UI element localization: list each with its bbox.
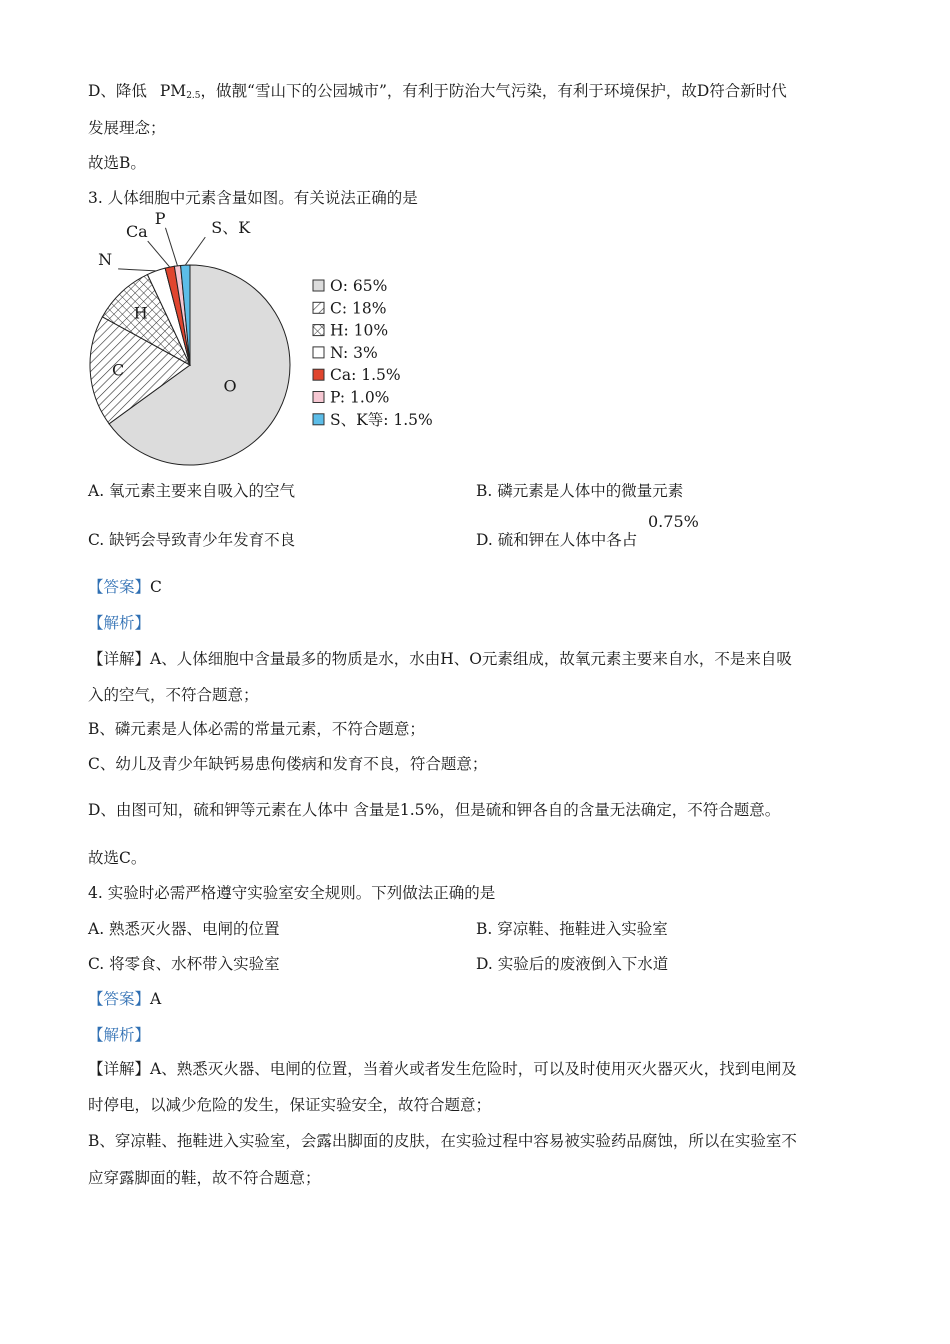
detail-line: 时停电，以减少危险的发生，保证实验安全，故符合题意；	[88, 1096, 492, 1114]
slice-label: N	[98, 249, 113, 269]
legend-swatch	[313, 369, 324, 380]
answer-value: A	[150, 990, 162, 1008]
answer-line	[88, 576, 162, 598]
analysis-tag: 【解析】	[88, 614, 151, 632]
slice-label: H	[133, 303, 148, 323]
detail-line: C、幼儿及青少年缺钙易患佝偻病和发育不良，符合题意；	[88, 755, 488, 773]
question-stem: 3. 人体细胞中元素含量如图。有关说法正确的是	[88, 189, 418, 207]
legend-label: H: 10%	[330, 321, 389, 340]
legend-label: S、K等: 1.5%	[330, 410, 433, 429]
leader-line	[185, 237, 205, 265]
option-d: D. 实验后的废液倒入下水道	[476, 955, 669, 973]
text-line: 发展理念；	[88, 119, 166, 137]
text-segment: PM	[159, 82, 187, 100]
slice-label: C	[112, 360, 125, 380]
detail-text: A、熟悉灭火器、电闸的位置，当着火或者发生危险时，可以及时使用灭火器灭火，找到电闸及	[150, 1060, 797, 1078]
detail-line: B、磷元素是人体必需的常量元素，不符合题意；	[88, 720, 425, 738]
answer-value: C	[150, 578, 162, 596]
detail-line	[88, 1058, 797, 1080]
slice-label: P	[154, 212, 166, 228]
legend-label: O: 65%	[330, 277, 388, 295]
option-a: A. 氧元素主要来自吸入的空气	[88, 482, 296, 500]
choice-line: 故选C。	[88, 849, 147, 867]
text-segment: D、降低	[88, 82, 147, 100]
leader-line	[118, 269, 156, 271]
text-line	[88, 80, 787, 107]
detail-line: 应穿露脚面的鞋，故不符合题意；	[88, 1169, 321, 1187]
legend-swatch	[313, 302, 324, 313]
option-c: C. 缺钙会导致青少年发育不良	[88, 531, 296, 549]
legend-swatch	[313, 347, 324, 358]
detail-line: B、穿凉鞋、拖鞋进入实验室，会露出脚面的皮肤，在实验过程中容易被实验药品腐蚀，所以在实验室不	[88, 1132, 797, 1150]
option-c: C. 将零食、水杯带入实验室	[88, 955, 280, 973]
answer-line	[88, 988, 161, 1010]
legend-label: C: 18%	[330, 299, 387, 318]
legend-label: P: 1.0%	[330, 388, 390, 407]
leader-line	[165, 228, 177, 266]
analysis-tag: 【解析】	[88, 1026, 151, 1044]
legend-swatch	[313, 280, 324, 291]
legend-label: N: 3%	[330, 343, 378, 362]
legend-swatch	[313, 392, 324, 403]
answer-tag: 【答案】	[88, 990, 151, 1008]
legend-label: Ca: 1.5%	[330, 366, 401, 385]
detail-line: D、由图可知，硫和钾等元素在人体中 含量是1.5%，但是硫和钾各自的含量无法确定，不符合题意。	[88, 801, 781, 819]
detail-line	[88, 648, 792, 670]
subscript: 2.5	[186, 91, 201, 101]
detail-line: 入的空气，不符合题意；	[88, 686, 259, 704]
detail-tag: 【详解】	[88, 1060, 151, 1078]
option-b: B. 穿凉鞋、拖鞋进入实验室	[476, 920, 668, 938]
detail-text: A、人体细胞中含量最多的物质是水，水由H、O元素组成，故氧元素主要来自水，不是来自吸	[150, 650, 792, 668]
option-d: D. 硫和钾在人体中各占	[476, 531, 638, 549]
legend-swatch	[313, 325, 324, 336]
text-segment: ，做靓“雪山下的公园城市”，有利于防治大气污染，有利于环境保护，故D符合新时代	[200, 82, 787, 100]
slice-label: O	[223, 376, 237, 396]
answer-tag: 【答案】	[88, 578, 151, 596]
option-d-value: 0.75%	[648, 512, 699, 531]
leader-line	[148, 241, 170, 267]
option-a: A. 熟悉灭火器、电闸的位置	[88, 920, 280, 938]
text-line: 故选B。	[88, 154, 146, 172]
question-stem: 4. 实验时必需严格遵守实验室安全规则。下列做法正确的是	[88, 884, 496, 902]
slice-label: S、K	[211, 218, 251, 238]
pie-chart	[80, 212, 460, 474]
option-b: B. 磷元素是人体中的微量元素	[476, 482, 684, 500]
slice-label: Ca	[125, 222, 148, 242]
detail-tag: 【详解】	[88, 650, 151, 668]
legend-swatch	[313, 414, 324, 425]
